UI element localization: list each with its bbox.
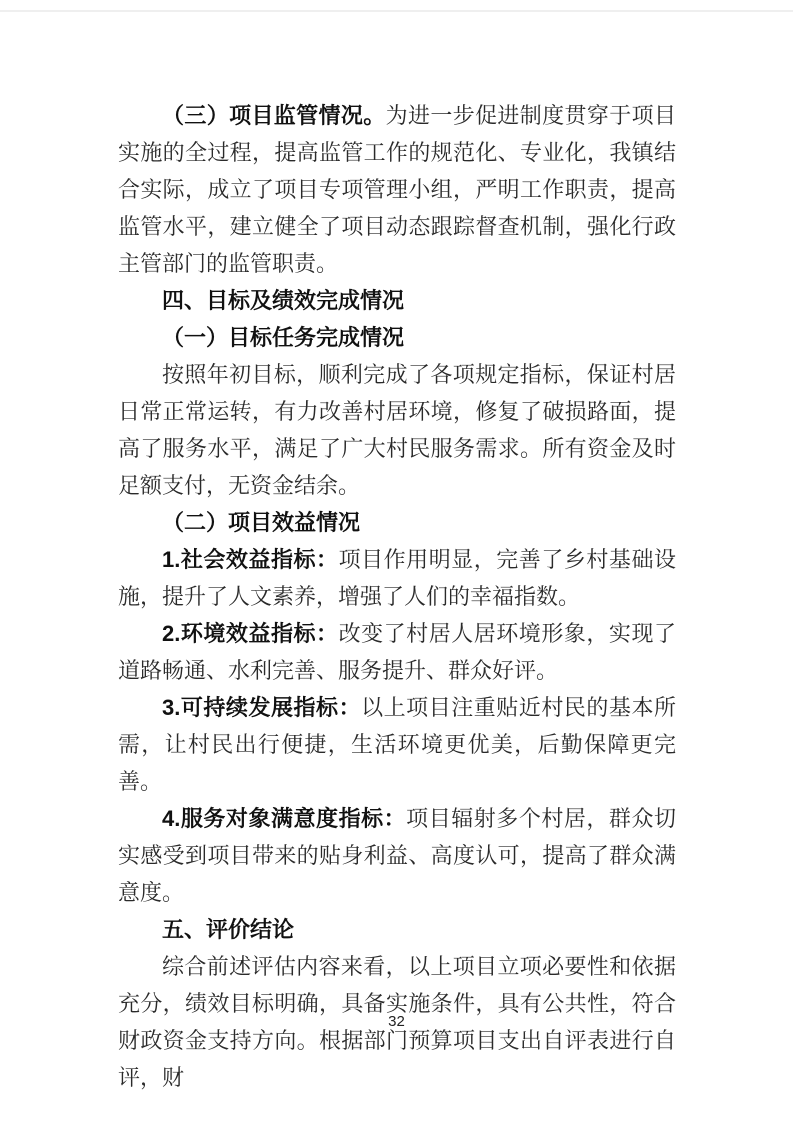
subheading-4-2: （二）项目效益情况	[162, 510, 361, 535]
page-top-edge-line	[0, 10, 793, 12]
indicator-2-text: 改变了村居人居环境形象，实现了道路畅通、水利完善、服务提升、群众好评。	[118, 621, 676, 683]
paragraph-indicator-2	[118, 615, 676, 689]
paragraph-indicator-1	[118, 541, 676, 615]
paragraph-supervision-text: 为进一步促进制度贯穿于项目实施的全过程，提高监管工作的规范化、专业化，我镇结合实际，成立了项目专项管理小组，严明工作职责，提高监管水平，建立健全了项目动态跟踪督查机制，强化行政主管部门的监管职责。	[118, 103, 676, 276]
heading-section-5: 五、评价结论	[162, 917, 295, 942]
paragraph-indicator-4	[118, 800, 676, 911]
subheading-4-1: （一）目标任务完成情况	[162, 325, 405, 350]
page-content	[118, 97, 676, 1096]
paragraph-indicator-3	[118, 689, 676, 800]
indicator-3-label: 3.可持续发展指标：	[162, 695, 362, 720]
page-number: 32	[388, 1013, 405, 1030]
heading-section-4: 四、目标及绩效完成情况	[162, 288, 405, 313]
indicator-4-text: 项目辐射多个村居，群众切实感受到项目带来的贴身利益、高度认可，提高了群众满意度。	[118, 806, 676, 905]
paragraph-conclusion: 综合前述评估内容来看，以上项目立项必要性和依据充分，绩效目标明确，具备实施条件，具有公共性，符合财政资金支持方向。根据部门预算项目支出自评表进行自评，财	[118, 954, 676, 1090]
paragraph-goal-completion: 按照年初目标，顺利完成了各项规定指标，保证村居日常正常运转，有力改善村居环境，修复了破损路面，提高了服务水平，满足了广大村民服务需求。所有资金及时足额支付，无资金结余。	[118, 362, 676, 498]
subheading-3-supervision: （三）项目监管情况。	[162, 103, 386, 128]
indicator-4-label: 4.服务对象满意度指标：	[162, 806, 407, 831]
indicator-3-text: 以上项目注重贴近村民的基本所需，让村民出行便捷，生活环境更优美，后勤保障更完善。	[118, 695, 676, 794]
indicator-2-label: 2.环境效益指标：	[162, 621, 339, 646]
indicator-1-text: 项目作用明显，完善了乡村基础设施，提升了人文素养，增强了人们的幸福指数。	[118, 547, 676, 609]
paragraph-supervision	[118, 97, 676, 282]
indicator-1-label: 1.社会效益指标：	[162, 547, 339, 572]
